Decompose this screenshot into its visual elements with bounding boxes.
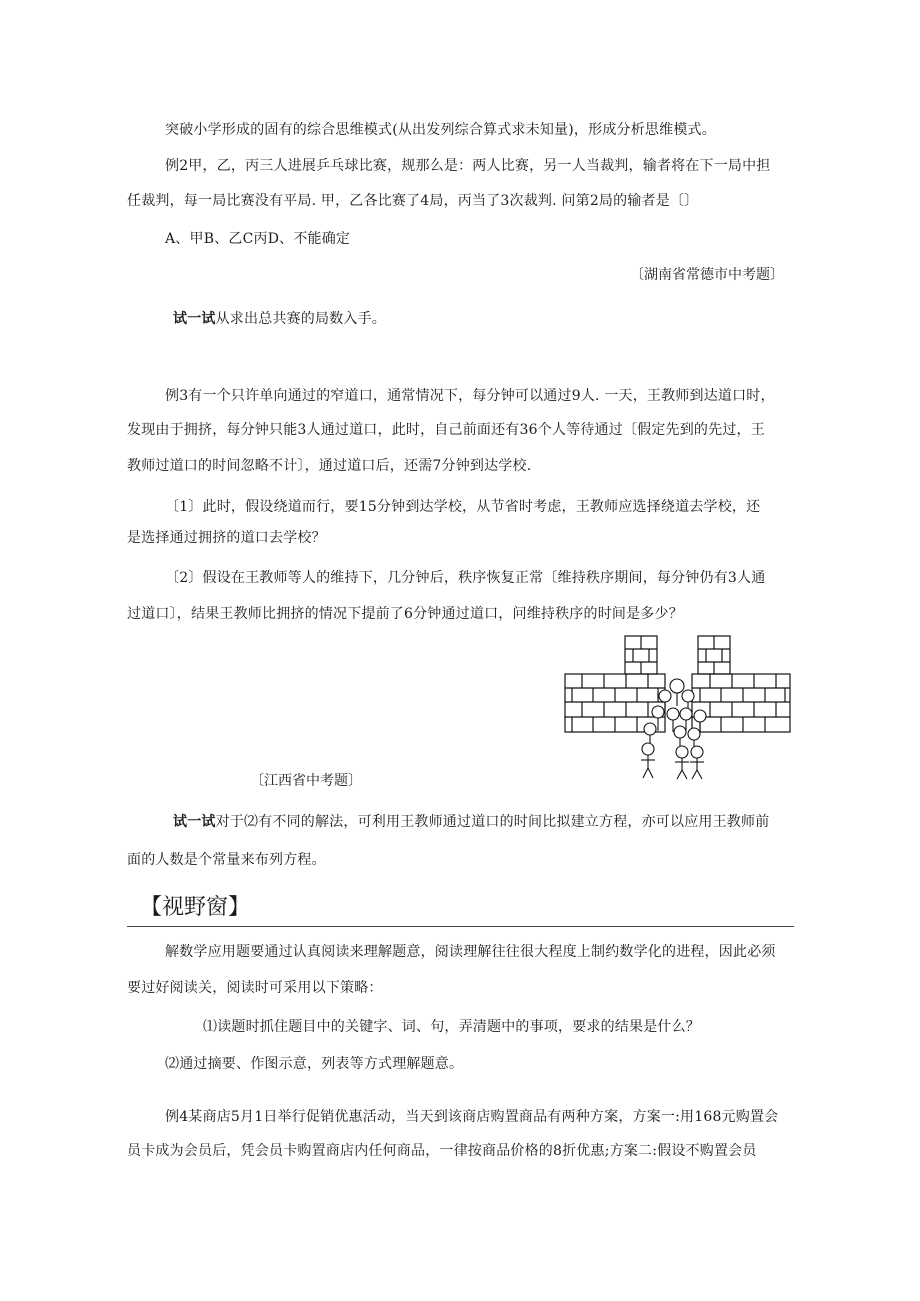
section-p1-line2: 要过好阅读关，阅读时可采用以下策略： <box>127 980 383 996</box>
section-strategy-2: ⑵通过摘要、作图示意，列表等方式理解题意。 <box>165 1056 464 1072</box>
example4-line1: 例4某商店5月1日举行促销优惠活动，当天到该商店购置商品有两种方案，方案一:用168元购置会 <box>165 1109 779 1125</box>
example3-source: 〔江西省中考题〕 <box>250 773 362 789</box>
tip2-line1: 对于⑵有不同的解法，可利用王教师通过道口的时间比拟建立方程，亦可以应用王教师前 <box>215 814 770 830</box>
example3-q2-line2: 过道口〕，结果王教师比拥挤的情况下提前了6分钟通过道口，问维持秩序的时间是多少？ <box>127 606 683 622</box>
example2-source: 〔湖南省常德市中考题〕 <box>630 267 784 283</box>
tip2-line2: 面的人数是个常量来布列方程。 <box>127 852 326 868</box>
example3-line2: 发现由于拥挤，每分钟只能3人通过道口，此时，自己前面还有36个人等待通过〔假定先到的先过，王 <box>127 422 765 438</box>
tip2 <box>173 812 769 832</box>
crowd-at-gate-illustration <box>560 634 795 782</box>
example3-q2-line1: 〔2〕假设在王教师等人的维持下，几分钟后，秩序恢复正常〔维持秩序期间，每分钟仍有3人通 <box>165 570 766 586</box>
section-title: 【视野窗】 <box>140 895 251 920</box>
intro-text: 突破小学形成的固有的综合思维模式(从出发列综合算式求未知量)，形成分析思维模式。 <box>165 122 716 138</box>
tip1-label: 试一试 <box>173 311 216 327</box>
section-divider <box>127 926 794 927</box>
example2-line1: 例2甲，乙，丙三人进展乒乓球比赛，规那么是：两人比赛，另一人当裁判，输者将在下一局中担 <box>165 158 771 174</box>
example4-line2: 员卡成为会员后，凭会员卡购置商店内任何商品，一律按商品价格的8折优惠;方案二:假设不购置会员 <box>127 1143 757 1159</box>
example3-q1-line1: 〔1〕此时，假设绕道而行，要15分钟到达学校，从节省时考虑，王教师应选择绕道去学校，还 <box>165 499 761 515</box>
tip1-text: 从求出总共赛的局数入手。 <box>215 311 387 327</box>
tip2-label: 试一试 <box>173 814 216 830</box>
example2-line2: 任裁判，每一局比赛没有平局. 甲，乙各比赛了4局，丙当了3次裁判. 问第2局的输者是〔〕 <box>127 193 699 209</box>
example3-q1-line2: 是选择通过拥挤的道口去学校？ <box>127 530 326 546</box>
section-strategy-1: ⑴读题时抓住题目中的关键字、词、句，弄清题中的事项，要求的结果是什么？ <box>203 1019 700 1035</box>
example2-options: A、甲B、乙C丙D、不能确定 <box>165 231 351 247</box>
tip1 <box>173 309 386 329</box>
section-p1-line1: 解数学应用题要通过认真阅读来理解题意，阅读理解往往很大程度上制约数学化的进程，因此必须 <box>165 944 776 960</box>
example3-line3: 教师过道口的时间忽略不计〕，通过道口后，还需7分钟到达学校. <box>127 458 532 474</box>
example3-line1: 例3有一个只许单向通过的窄道口，通常情况下，每分钟可以通过9人. 一天，王教师到达道口时， <box>165 388 775 404</box>
